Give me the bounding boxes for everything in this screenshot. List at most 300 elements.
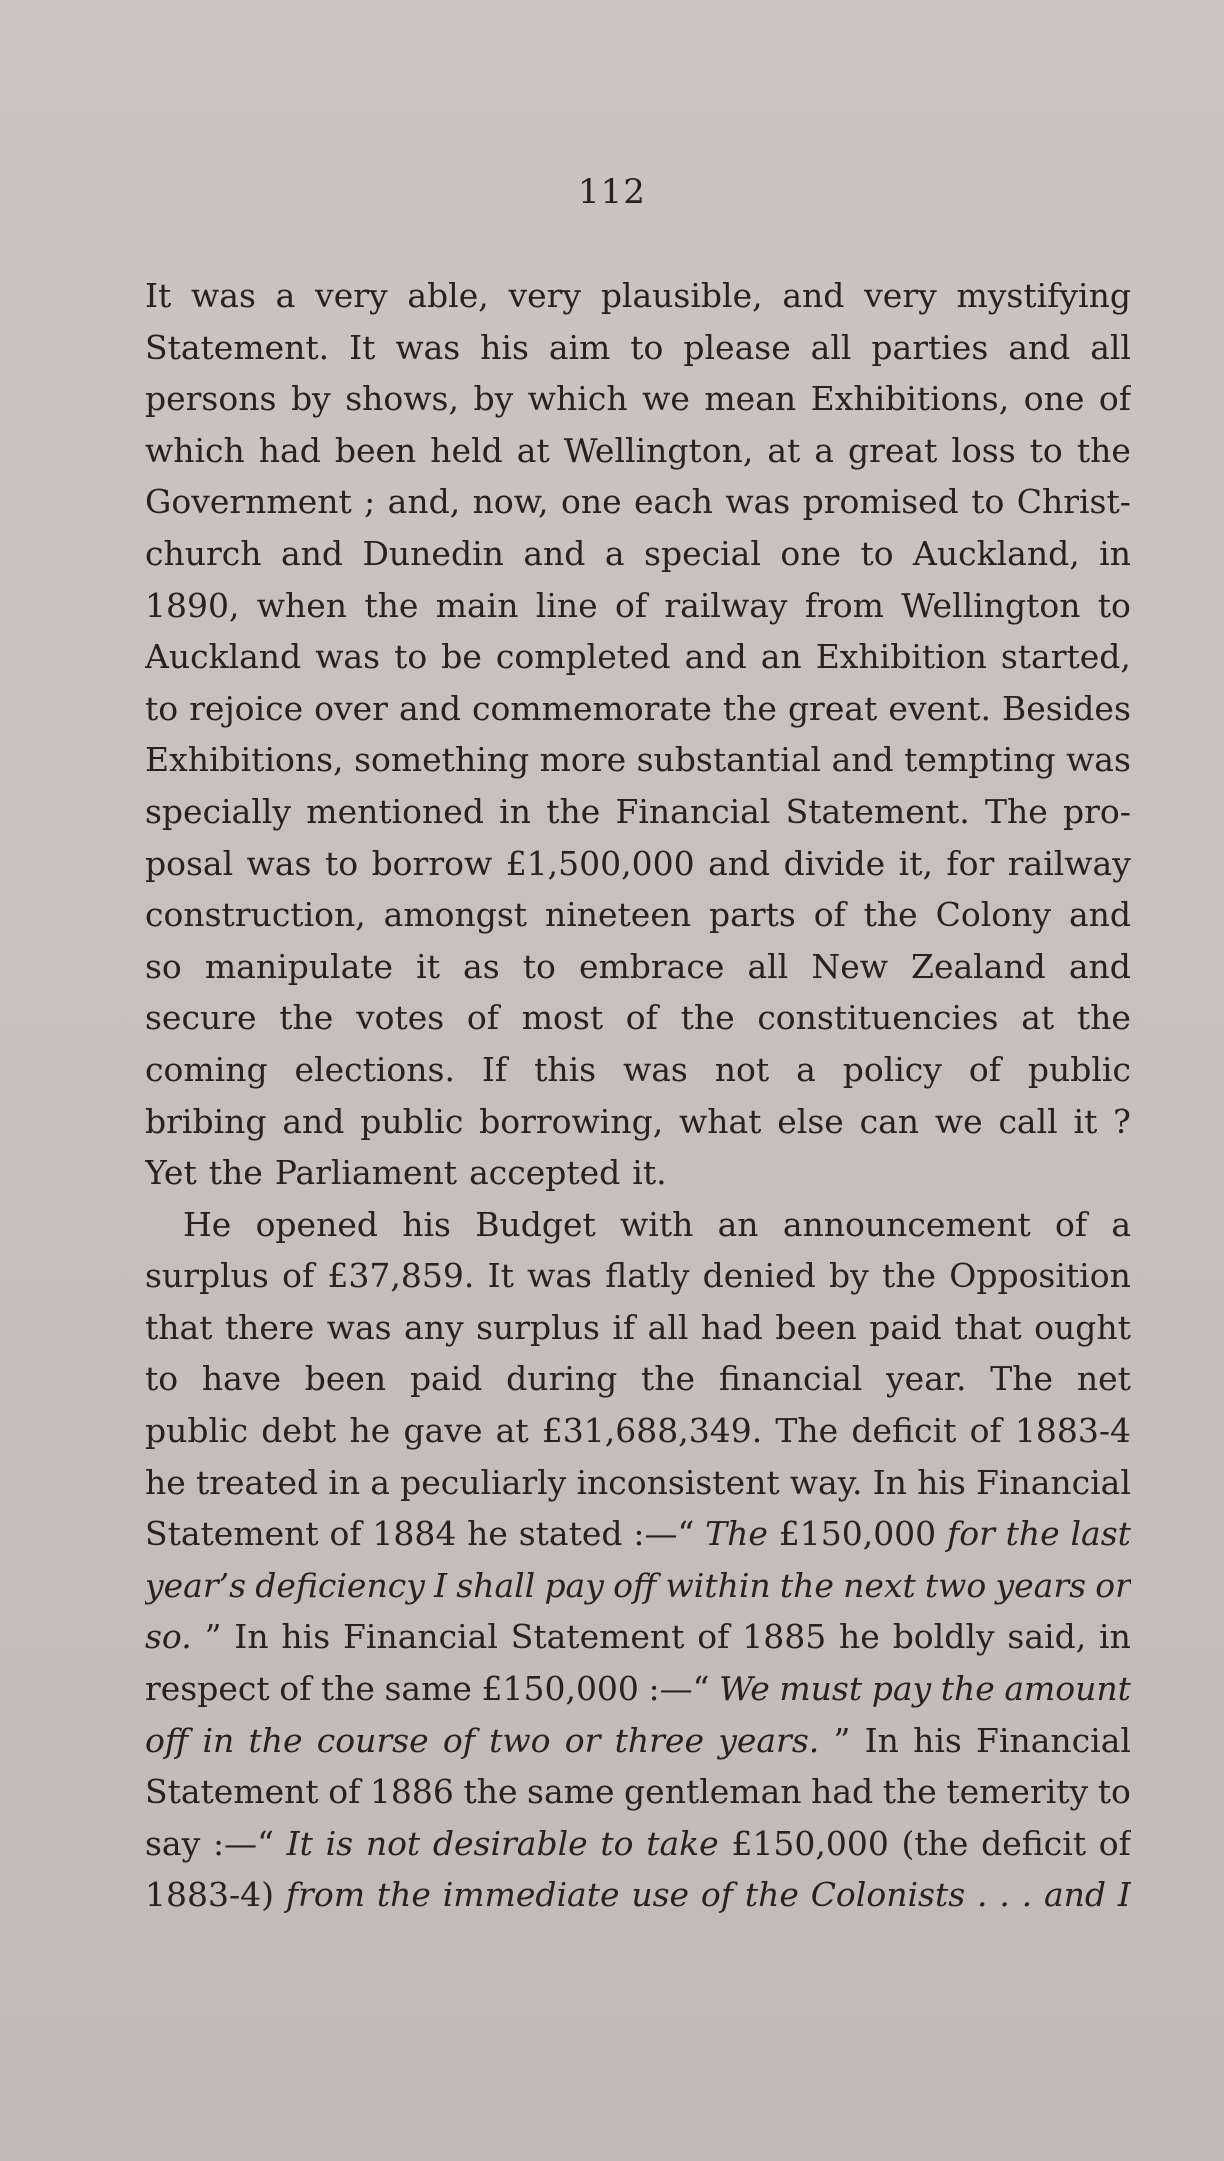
word: in — [328, 1462, 361, 1502]
word: with — [620, 1204, 694, 1244]
text-line — [145, 270, 1131, 322]
italic-word: the — [376, 1875, 431, 1915]
word: please — [683, 327, 791, 367]
word: specially — [145, 791, 292, 831]
word: his — [917, 1462, 966, 1502]
italic-word: is — [325, 1823, 354, 1863]
word: manipulate — [204, 946, 394, 986]
word: The — [984, 791, 1048, 831]
word: the — [722, 688, 777, 728]
italic-word: or — [564, 1720, 601, 1760]
word: Budget — [475, 1204, 596, 1244]
word: 1883-4 — [1014, 1411, 1131, 1451]
word: to — [145, 1359, 179, 1399]
word: bribing — [145, 1101, 267, 1141]
word: gentleman — [624, 1772, 802, 1812]
italic-word: from — [285, 1875, 365, 1915]
word: there — [224, 1307, 315, 1347]
italic-word: so. — [145, 1617, 192, 1657]
word: this — [534, 1049, 597, 1089]
word: paid — [409, 1359, 483, 1399]
word: Statement — [145, 1514, 319, 1554]
word: had — [811, 1772, 874, 1812]
word: promised — [802, 482, 959, 522]
word: the — [463, 1772, 518, 1812]
text-line — [145, 1302, 1131, 1354]
word: main — [435, 585, 519, 625]
word: stated — [518, 1514, 623, 1554]
word: in — [1099, 1617, 1131, 1657]
text-line — [145, 1457, 1131, 1509]
word: started, — [1000, 637, 1131, 677]
word: of — [329, 1514, 362, 1554]
word: by — [473, 379, 514, 419]
word: any — [404, 1307, 464, 1347]
page-number: 112 — [578, 172, 646, 212]
word: Auckland, — [913, 533, 1080, 573]
word: was — [527, 1256, 592, 1296]
word: all — [1090, 327, 1131, 367]
word: the — [1076, 430, 1131, 470]
word: of — [1098, 1823, 1131, 1863]
body-text — [145, 270, 1131, 1921]
word: divide — [783, 843, 886, 883]
word: was — [395, 327, 461, 367]
word: surplus — [476, 1307, 600, 1347]
italic-word: or — [1095, 1565, 1131, 1605]
italic-word: shall — [456, 1565, 536, 1605]
word: It — [145, 276, 172, 315]
word: been — [334, 430, 417, 470]
word: mentioned — [306, 791, 484, 831]
word: posal — [145, 843, 234, 883]
word: a — [275, 276, 296, 315]
text-line — [145, 1560, 1131, 1612]
word: denied — [702, 1256, 816, 1296]
italic-word: the — [779, 1565, 834, 1605]
word: The — [775, 1411, 839, 1451]
word: £150,000 — [778, 1514, 937, 1554]
word: we — [642, 379, 690, 419]
word: an — [717, 1204, 759, 1244]
word: elections. — [294, 1049, 455, 1089]
text-line — [145, 1353, 1131, 1405]
text-line — [145, 1508, 1131, 1560]
italic-word: within — [665, 1565, 771, 1605]
word: Exhibitions, — [810, 379, 1010, 419]
word: to — [1097, 585, 1131, 625]
word: loss — [951, 430, 1016, 470]
word: :—“ — [212, 1823, 274, 1863]
text-line — [145, 941, 1131, 993]
word: and — [831, 740, 894, 780]
word: be — [441, 637, 482, 677]
word: railway — [1007, 843, 1131, 883]
word: it, — [898, 843, 933, 883]
word: more — [539, 740, 627, 780]
word: boldly — [892, 1617, 995, 1657]
word: which — [145, 430, 245, 470]
word: we — [934, 1101, 983, 1141]
italic-word: It — [286, 1823, 313, 1863]
word: one — [1023, 379, 1085, 419]
word: the — [320, 1669, 375, 1709]
word: :—“ — [633, 1514, 695, 1554]
word: In — [234, 1617, 269, 1657]
word: and — [1068, 895, 1131, 935]
word: The — [990, 1359, 1054, 1399]
word: Besides — [1002, 688, 1131, 728]
word: to — [1029, 430, 1063, 470]
word: shows, — [345, 379, 459, 419]
word: it — [416, 946, 440, 986]
word: same — [527, 1772, 615, 1812]
word: to — [324, 843, 359, 883]
italic-word: We — [719, 1669, 770, 1709]
text-line — [145, 683, 1131, 735]
word: an — [760, 637, 802, 677]
text-line — [145, 1096, 1131, 1148]
word: public — [360, 1101, 464, 1141]
word: of — [969, 1411, 1002, 1451]
word: peculiarly — [400, 1462, 567, 1502]
word: by — [828, 1256, 869, 1296]
word: line — [535, 585, 598, 625]
word: net — [1076, 1359, 1131, 1399]
text-line — [145, 373, 1131, 425]
word: of — [813, 895, 846, 935]
word: at — [1021, 998, 1055, 1038]
word: the — [680, 998, 735, 1038]
word: his — [913, 1720, 962, 1760]
word: was — [315, 637, 381, 677]
word: of — [625, 998, 658, 1038]
italic-word: off — [145, 1720, 189, 1760]
word: so — [145, 946, 182, 986]
word: and, — [387, 482, 461, 522]
word: one — [560, 482, 622, 522]
word: can — [859, 1101, 920, 1141]
word: all — [747, 946, 789, 986]
word: was — [246, 843, 312, 883]
italic-word: pay — [871, 1669, 932, 1709]
italic-word: not — [365, 1823, 421, 1863]
word: at — [767, 430, 801, 470]
word: the — [641, 1359, 696, 1399]
word: the — [364, 585, 419, 625]
word: parties — [871, 327, 989, 367]
word: of — [1054, 1204, 1088, 1244]
word: say — [145, 1823, 201, 1863]
word: £31,688,349. — [541, 1411, 763, 1451]
word: accepted — [469, 1153, 621, 1193]
word: It — [349, 327, 376, 367]
word: If — [481, 1049, 508, 1089]
word: over — [314, 688, 388, 728]
word: and — [282, 1101, 345, 1141]
word: by — [290, 379, 331, 419]
word: debt — [261, 1411, 337, 1451]
word: that — [145, 1307, 213, 1347]
word: of — [466, 998, 500, 1038]
word: a — [604, 533, 625, 573]
word: aim — [548, 327, 611, 367]
word: all — [647, 1307, 689, 1347]
word: Parliament — [274, 1153, 458, 1193]
word: mean — [704, 379, 797, 419]
italic-word: for — [946, 1514, 995, 1554]
text-line — [145, 992, 1131, 1044]
word: have — [201, 1359, 281, 1399]
word: was — [725, 482, 791, 522]
word: coming — [145, 1049, 268, 1089]
word: gave — [403, 1411, 483, 1451]
word: his — [281, 1617, 331, 1657]
word: parts — [709, 895, 796, 935]
text-line — [145, 838, 1131, 890]
italic-word: of — [700, 1875, 733, 1915]
italic-word: to — [600, 1823, 634, 1863]
word: the — [1076, 998, 1131, 1038]
word: ? — [1113, 1101, 1131, 1141]
italic-word: pay — [544, 1565, 604, 1605]
word: had — [258, 430, 321, 470]
word: of — [279, 1669, 312, 1709]
word: that — [954, 1307, 1022, 1347]
word: of — [697, 1617, 730, 1657]
word: as — [463, 946, 500, 986]
italic-word: . — [977, 1875, 988, 1915]
word: Opposition — [949, 1256, 1131, 1296]
word: his — [402, 1204, 451, 1244]
italic-word: I — [434, 1565, 448, 1605]
word: call — [998, 1101, 1058, 1141]
word: else — [777, 1101, 844, 1141]
word: if — [612, 1307, 636, 1347]
word: Statement. — [785, 791, 970, 831]
word: was — [191, 276, 256, 315]
word: one — [780, 533, 841, 573]
word: ” — [204, 1617, 222, 1657]
word: the — [546, 791, 601, 831]
italic-word: next — [843, 1565, 916, 1605]
word: a — [796, 1049, 816, 1089]
italic-word: years. — [718, 1720, 820, 1760]
word: policy — [842, 1049, 942, 1089]
word: surplus — [145, 1256, 269, 1296]
word: mystifying — [956, 276, 1131, 315]
word: announcement — [782, 1204, 1031, 1244]
word: all — [810, 327, 852, 367]
word: nineteen — [544, 895, 692, 935]
word: to — [522, 946, 556, 986]
word: to — [860, 533, 894, 573]
word: rejoice — [189, 688, 304, 728]
word: 1884 — [372, 1514, 457, 1554]
word: Financial — [343, 1617, 498, 1657]
word: deficit — [851, 1411, 957, 1451]
word: Auckland — [145, 637, 302, 677]
word: said, — [1007, 1617, 1087, 1657]
word: in — [499, 791, 531, 831]
italic-word: course — [316, 1720, 429, 1760]
word: commemorate — [472, 688, 712, 728]
word: of — [615, 585, 648, 625]
word: Financial — [976, 1720, 1131, 1760]
word: great — [848, 430, 938, 470]
word: to — [394, 637, 428, 677]
word: completed — [495, 637, 671, 677]
word: opened — [255, 1204, 378, 1244]
italic-word: . — [1021, 1875, 1033, 1915]
italic-word: last — [1070, 1514, 1131, 1554]
text-line — [145, 786, 1131, 838]
text-line — [145, 1044, 1131, 1096]
word: it. — [632, 1153, 667, 1193]
word: had — [700, 1307, 763, 1347]
word: and — [1068, 946, 1131, 986]
italic-word: the — [1005, 1514, 1060, 1554]
italic-word: take — [646, 1823, 719, 1863]
word: held — [430, 430, 503, 470]
text-line — [145, 1611, 1131, 1663]
text-line — [145, 1199, 1131, 1251]
word: tempting — [904, 740, 1056, 780]
word: Statement — [145, 1772, 319, 1812]
word: construction, — [145, 895, 366, 935]
italic-word: year’s — [145, 1565, 247, 1605]
italic-word: and — [1043, 1875, 1107, 1915]
word: event. — [888, 688, 992, 728]
italic-word: desirable — [432, 1823, 588, 1863]
word: he — [145, 1462, 186, 1502]
text-line — [145, 1405, 1131, 1457]
word: to — [1097, 1772, 1131, 1812]
word: and — [398, 688, 462, 728]
word: public — [1027, 1049, 1131, 1089]
word: Statement. — [145, 327, 330, 367]
text-line — [145, 1766, 1131, 1818]
word: the — [208, 1153, 263, 1193]
word: when — [256, 585, 348, 625]
word: ought — [1034, 1307, 1131, 1347]
word: amongst — [383, 895, 528, 935]
word: Statement — [510, 1617, 685, 1657]
word: a — [370, 1462, 390, 1502]
word: embrace — [578, 946, 725, 986]
word: and — [684, 637, 747, 677]
italic-word: off — [613, 1565, 657, 1605]
word: 1885 — [742, 1617, 827, 1657]
word: great — [787, 688, 878, 728]
text-line — [145, 1715, 1131, 1767]
word: Wellington — [901, 585, 1081, 625]
word: Government — [145, 482, 352, 522]
italic-word: the — [744, 1875, 799, 1915]
word: year. — [886, 1359, 967, 1399]
word: the — [279, 998, 334, 1038]
word: he — [467, 1514, 508, 1554]
word: inconsistent — [576, 1462, 780, 1502]
word: been — [304, 1359, 387, 1399]
word: Zealand — [911, 946, 1046, 986]
word: Exhibition — [815, 637, 987, 677]
word: very — [508, 276, 582, 315]
italic-word: immediate — [442, 1875, 620, 1915]
word: It — [487, 1256, 514, 1296]
word: public — [145, 1411, 249, 1451]
word: at — [495, 1411, 529, 1451]
text-line — [145, 889, 1131, 941]
text-line — [145, 1818, 1131, 1870]
word: £150,000 — [481, 1669, 639, 1709]
italic-word: The — [705, 1514, 768, 1554]
word: temerity — [946, 1772, 1089, 1812]
word: borrowing, — [479, 1101, 664, 1141]
italic-word: in — [202, 1720, 235, 1760]
word: it — [1073, 1101, 1098, 1141]
word: 1886 — [369, 1772, 454, 1812]
italic-word: of — [442, 1720, 475, 1760]
word: been — [775, 1307, 857, 1347]
word: to — [145, 688, 179, 728]
italic-word: the — [940, 1669, 995, 1709]
italic-word: use — [631, 1875, 690, 1915]
word: £37,859. — [327, 1256, 475, 1296]
word: the — [863, 895, 918, 935]
word: Wellington, — [563, 430, 754, 470]
text-line — [145, 322, 1131, 374]
word: to — [630, 327, 664, 367]
word: at — [516, 430, 550, 470]
word: which — [527, 379, 628, 419]
italic-word: two — [924, 1565, 987, 1605]
word: each — [634, 482, 713, 522]
word: In — [872, 1462, 907, 1502]
word: was — [623, 1049, 688, 1089]
text-line — [145, 1147, 1131, 1199]
word: of — [1098, 379, 1131, 419]
italic-word: I — [1117, 1875, 1131, 1915]
word: able, — [407, 276, 489, 315]
word: treated — [195, 1462, 319, 1502]
word: and — [523, 533, 586, 573]
text-line — [145, 1869, 1131, 1921]
word: his — [480, 327, 529, 367]
word: a — [814, 430, 834, 470]
word: deficit — [981, 1823, 1087, 1863]
text-line — [145, 528, 1131, 580]
word: he — [839, 1617, 880, 1657]
word: the — [881, 1256, 937, 1296]
word: Christ- — [1016, 482, 1131, 522]
word: not — [714, 1049, 770, 1089]
word: Colony — [935, 895, 1052, 935]
word: in — [1099, 533, 1131, 573]
word: church — [145, 533, 262, 573]
text-line — [145, 734, 1131, 786]
word: a — [1111, 1204, 1131, 1244]
word: Dunedin — [362, 533, 504, 573]
text-line — [145, 580, 1131, 632]
italic-word: years — [995, 1565, 1087, 1605]
word: now, — [472, 482, 549, 522]
word: railway — [664, 585, 788, 625]
word: for — [946, 843, 995, 883]
word: persons — [145, 379, 277, 419]
word: flatly — [605, 1256, 690, 1296]
word: he — [349, 1411, 391, 1451]
